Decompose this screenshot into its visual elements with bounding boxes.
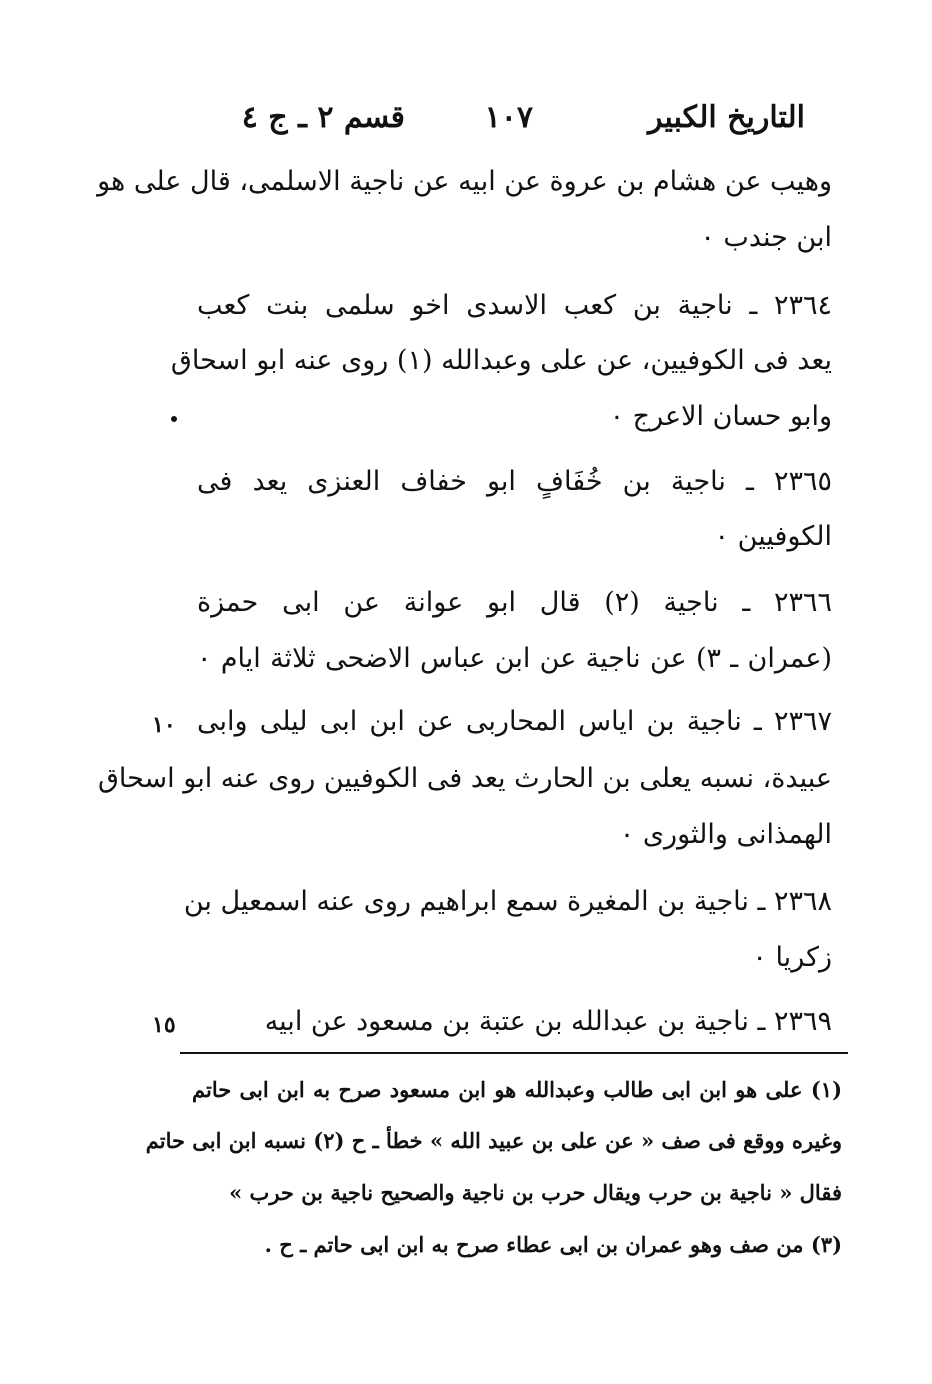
footnote-line: (١) على هو ابن ابى طالب وعبدالله هو ابن مسعود صرح به ابن ابى حاتم: [192, 1077, 842, 1102]
line-number-marker: ١٠: [152, 712, 176, 738]
line-number-marker: ١٥: [152, 1012, 176, 1038]
body-line: وهيب عن هشام بن عروة عن ابيه عن ناجية الاسلمى، قال على هو: [97, 166, 832, 197]
footnote-line: (٣) من صف وهو عمران بن ابى عطاء صرح به ابن ابى حاتم ـ ح .: [264, 1232, 842, 1257]
body-line: (عمران ـ ٣) عن ناجية عن ابن عباس الاضحى ثلاثة ايام ٠: [197, 643, 832, 674]
body-line: يعد فى الكوفيين، عن على وعبدالله (١) روى عنه ابو اسحاق: [170, 345, 832, 376]
entry-2367-line: ٢٣٦٧ ـ ناجية بن اياس المحاربى عن ابن ابى ليلى وابى: [197, 706, 832, 737]
footnote-line: وغيره ووقع فى صف « عن على بن عبيد الله » خطأ ـ ح (٢) نسبه ابن ابى حاتم: [145, 1128, 842, 1153]
body-line: الكوفيين ٠: [714, 521, 832, 552]
body-line: ابن جندب ٠: [700, 222, 832, 253]
entry-2365-line: ٢٣٦٥ ـ ناجية بن خُفَافٍ ابو خفاف العنزى يعد فى: [197, 466, 832, 497]
page-number: ١٠٧: [484, 100, 533, 135]
body-line: وابو حسان الاعرج ٠: [609, 401, 832, 432]
entry-2369-line: ٢٣٦٩ ـ ناجية بن عبدالله بن عتبة بن مسعود عن ابيه: [264, 1006, 832, 1037]
footnote-separator: [180, 1052, 848, 1054]
body-line: عبيدة، نسبه يعلى بن الحارث يعد فى الكوفيين روى عنه ابو اسحاق: [97, 763, 832, 794]
body-line: زكريا ٠: [752, 942, 832, 973]
entry-2364-line: ٢٣٦٤ ـ ناجية بن كعب الاسدى اخو سلمى بنت كعب: [197, 290, 832, 321]
body-line: الهمذانى والثورى ٠: [619, 819, 832, 850]
margin-dot: [171, 416, 177, 422]
section-label: قسم ٢ ـ ج ٤: [241, 100, 405, 135]
entry-2366-line: ٢٣٦٦ ـ ناجية (٢) قال ابو عوانة عن ابى حمزة: [197, 587, 832, 618]
running-header: [220, 100, 805, 150]
book-title: التاريخ الكبير: [647, 100, 805, 135]
footnote-line: فقال « ناجية بن حرب ويقال حرب بن ناجية والصحيح ناجية بن حرب »: [229, 1180, 842, 1205]
entry-2368-line: ٢٣٦٨ ـ ناجية بن المغيرة سمع ابراهيم روى عنه اسمعيل بن: [183, 886, 832, 917]
